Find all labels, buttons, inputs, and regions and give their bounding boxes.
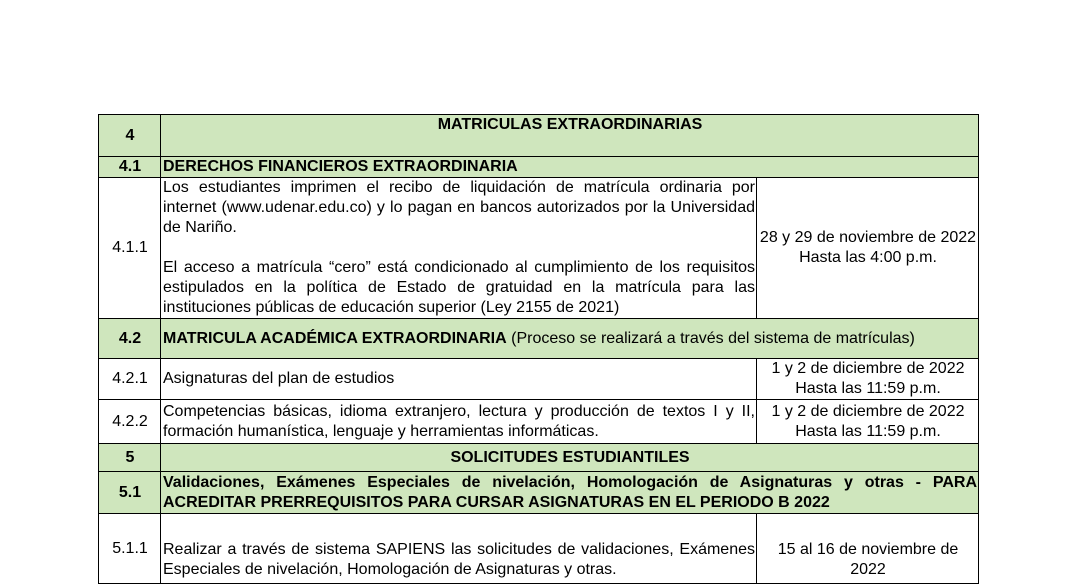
item-date bbox=[757, 178, 979, 319]
subsection-title: Validaciones, Exámenes Especiales de nivelación, Homologación de Asignaturas y otras - PARA ACREDITAR PRERREQUISITOS PARA CURSAR ASIGNATURAS EN EL PERIODO B 2022 bbox=[161, 472, 979, 514]
item-paragraph-2: El acceso a matrícula “cero” está condicionado al cumplimiento de los requisitos estipulados en la política de Estado de gratuidad en la matrícula para las instituciones públicas de educación superior (Ley 2155 de 2021) bbox=[163, 259, 755, 316]
item-date bbox=[757, 514, 979, 584]
section-title: MATRICULAS EXTRAORDINARIAS bbox=[161, 115, 979, 157]
date-range: 1 y 2 de diciembre de 2022 bbox=[771, 402, 965, 420]
subsection-row-4-2 bbox=[99, 319, 979, 359]
item-number: 5.1.1 bbox=[99, 514, 161, 584]
subsection-row-4-1 bbox=[99, 157, 979, 178]
subsection-title: DERECHOS FINANCIEROS EXTRAORDINARIA bbox=[161, 157, 979, 178]
item-text: Realizar a través de sistema SAPIENS las solicitudes de validaciones, Exámenes Especiales de nivelación, Homologación de Asignaturas y otras. bbox=[163, 540, 755, 578]
subsection-title: MATRICULA ACADÉMICA EXTRAORDINARIA bbox=[163, 329, 507, 347]
item-paragraph-1: Los estudiantes imprimen el recibo de liquidación de matrícula ordinaria por internet (www.udenar.edu.co) y lo pagan en bancos autorizados por la Universidad de Nariño. bbox=[163, 179, 755, 236]
item-date bbox=[757, 400, 979, 444]
row-spacer bbox=[759, 518, 977, 540]
paragraph-spacer bbox=[163, 238, 755, 258]
row-spacer bbox=[163, 518, 755, 540]
item-description: Competencias básicas, idioma extranjero, lectura y producción de textos I y II, formación humanística, lenguaje y herramientas informáticas. bbox=[161, 400, 757, 444]
academic-calendar-table bbox=[98, 114, 979, 584]
subsection-note: (Proceso se realizará a través del sistema de matrículas) bbox=[506, 329, 915, 347]
deadline-time: Hasta las 11:59 p.m. bbox=[795, 422, 941, 440]
item-number: 4.2.1 bbox=[99, 359, 161, 400]
item-row-4-2-2 bbox=[99, 400, 979, 444]
deadline-time: Hasta las 4:00 p.m. bbox=[799, 249, 937, 266]
date-range: 1 y 2 de diciembre de 2022 bbox=[771, 360, 965, 377]
item-description bbox=[161, 514, 757, 584]
section-row-4 bbox=[99, 115, 979, 157]
section-number: 5 bbox=[99, 444, 161, 472]
item-description: Asignaturas del plan de estudios bbox=[161, 359, 757, 400]
item-number: 4.2.2 bbox=[99, 400, 161, 444]
deadline-time: Hasta las 11:59 p.m. bbox=[795, 380, 941, 397]
item-description bbox=[161, 178, 757, 319]
item-row-4-2-1 bbox=[99, 359, 979, 400]
item-number: 4.1.1 bbox=[99, 178, 161, 319]
subsection-number: 4.1 bbox=[99, 157, 161, 178]
subsection-row-5-1 bbox=[99, 472, 979, 514]
section-title: SOLICITUDES ESTUDIANTILES bbox=[161, 444, 979, 472]
date-range: 15 al 16 de noviembre de 2022 bbox=[777, 540, 959, 578]
item-row-4-1-1 bbox=[99, 178, 979, 319]
subsection-number: 5.1 bbox=[99, 472, 161, 514]
date-range: 28 y 29 de noviembre de 2022 bbox=[759, 229, 977, 246]
item-row-5-1-1 bbox=[99, 514, 979, 584]
subsection-number: 4.2 bbox=[99, 319, 161, 359]
section-number: 4 bbox=[99, 115, 161, 157]
subsection-heading bbox=[161, 319, 979, 359]
section-row-5 bbox=[99, 444, 979, 472]
item-date bbox=[757, 359, 979, 400]
